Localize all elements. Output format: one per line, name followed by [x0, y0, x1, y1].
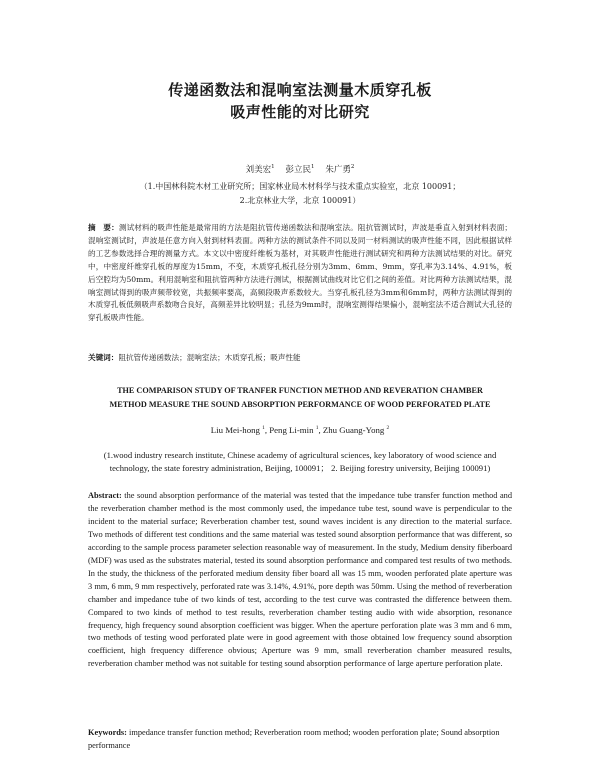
author-name: 朱广勇: [325, 165, 351, 175]
english-abstract-text: the sound absorption performance of the material was tested that the impedance tube transfer function method and the reverberation chamber method is the most commonly used, the impedance tube test, sound wave is perpendicular to the incident to the material surface; Reverberation chamber test, sound waves incident is any direction to the material surface. Two methods of different test conditions and the same material was tested sound absorption performance that was different, so according to the sample process parameter selection reasonable way of measurement. In the study, Medium density fiberboard (MDF) was used as the substrates material, tested its sound absorption performance and compared test results of two methods. In the study, the thickness of the perforated medium density fiber board all was 15 mm, wooden perforated plate aperture was 3 mm, 6 mm, 9 mm respectively, perforated rate was 3.14%, 4.91%, pore depth was 50mm. Using the method of reverberation chamber and impedance tube of two kinds of test, according to the test curve was contrasted the difference between them. Compared to two kinds of method to test results, reverberation chamber testing audio with wide absorption, resonance frequency, high frequency sound absorption coefficient was bigger. When the aperture perforation plate was 3 mm and 6 mm, two methods of testing wood perforated plate were in good agreement with those obtained low frequency sound absorption coefficient, high frequency difference obvious; Aperture was 9 mm, small reverberation chamber measured results, reverberation chamber method was not suitable for testing sound absorption performance of large aperture perforation plate.: [88, 491, 512, 669]
author-name: 刘美宏: [245, 165, 272, 175]
author-affiliation-mark: 2: [350, 164, 355, 171]
author-affiliation-mark: 2: [386, 425, 390, 432]
author-affiliation-mark: 1: [262, 425, 265, 432]
english-keywords: [88, 727, 512, 753]
chinese-affiliation-line-2: 2.北京林业大学，北京 100091）: [239, 196, 361, 205]
author-name: Liu Mei-hong: [210, 425, 260, 435]
chinese-abstract: [88, 222, 512, 325]
chinese-authors: [0, 164, 600, 176]
english-keywords-text: impedance transfer function method; Reverberation room method; wooden perforation plate; Sound absorption performance: [88, 728, 500, 750]
chinese-title-line-2: 吸声性能的对比研究: [230, 103, 370, 121]
chinese-title-line-1: 传递函数法和混响室法测量木质穿孔板: [168, 81, 432, 99]
chinese-abstract-label: 摘 要：: [88, 223, 119, 232]
english-title-line-1: THE COMPARISON STUDY OF TRANFER FUNCTION METHOD AND REVERATION CHAMBER: [117, 386, 483, 395]
author-affiliation-mark: 1: [311, 164, 315, 171]
english-title-line-2: METHOD MEASURE THE SOUND ABSORPTION PERFORMANCE OF WOOD PERFORATED PLATE: [109, 400, 491, 409]
english-abstract-label: Abstract:: [88, 491, 122, 500]
author-affiliation-mark: 1: [315, 425, 319, 432]
english-authors: Liu Mei-hong $^1$, Peng Li-min $^1$, Zhu Guang-Yong $^2$: [210, 425, 390, 435]
chinese-keywords-text: 阻抗管传递函数法；混响室法；木质穿孔板；吸声性能: [118, 353, 301, 362]
author-name: 彭立民: [285, 165, 311, 175]
author-name: Peng Li-min: [269, 425, 314, 435]
english-keywords-label: Keywords:: [88, 728, 127, 737]
chinese-affiliation-line-1: （1.中国林科院木材工业研究所；国家林业局木材科学与技术重点实验室，北京 100091；: [139, 182, 461, 191]
english-abstract: [88, 490, 512, 671]
author-name: Zhu Guang-Yong: [322, 425, 385, 435]
author-affiliation-mark: 1: [271, 164, 275, 171]
english-affiliation: (1.wood industry research institute, Chinese academy of agricultural sciences, key laboratory of wood science and technology, the state forestry administration, Beijing, 100091； 2. Beijing forestry university, Beijing 100091): [103, 450, 497, 473]
chinese-keywords: [88, 352, 512, 364]
chinese-keywords-label: 关键词：: [88, 353, 119, 362]
chinese-abstract-text: 测试材料的吸声性能是最常用的方法是阻抗管传递函数法和混响室法。阻抗管测试时，声波是垂直入射到材料表面；混响室测试时，声波是任意方向入射到材料表面。两种方法的测试条件不同以及同一材料测试的吸声性能不同，因此根据试样的工艺参数选择合理的测量方式。本文以中密度纤维板为基材，对其吸声性能进行测试研究和两种方法测试结果的对比。研究中，中密度纤维穿孔板的厚度为15mm，不变，木质穿孔板孔径分别为3mm、6mm、9mm，穿孔率为3.14%、4.91%，板后空腔均为50mm。利用混响室和阻抗管两种方法进行测试，根据测试曲线对比它们之间的差值。对比两种方法测试结果，混响室测试得到的吸声频带较宽，共振频率要高，高频段吸声系数较大。当穿孔板孔径为3mm和6mm时，两种方法测试得到的木质穿孔板低频吸声系数吻合良好，高频差异比较明显；孔径为9mm时，混响室测得结果偏小，混响室法不适合测试大孔径的穿孔板吸声性能。: [88, 223, 513, 323]
